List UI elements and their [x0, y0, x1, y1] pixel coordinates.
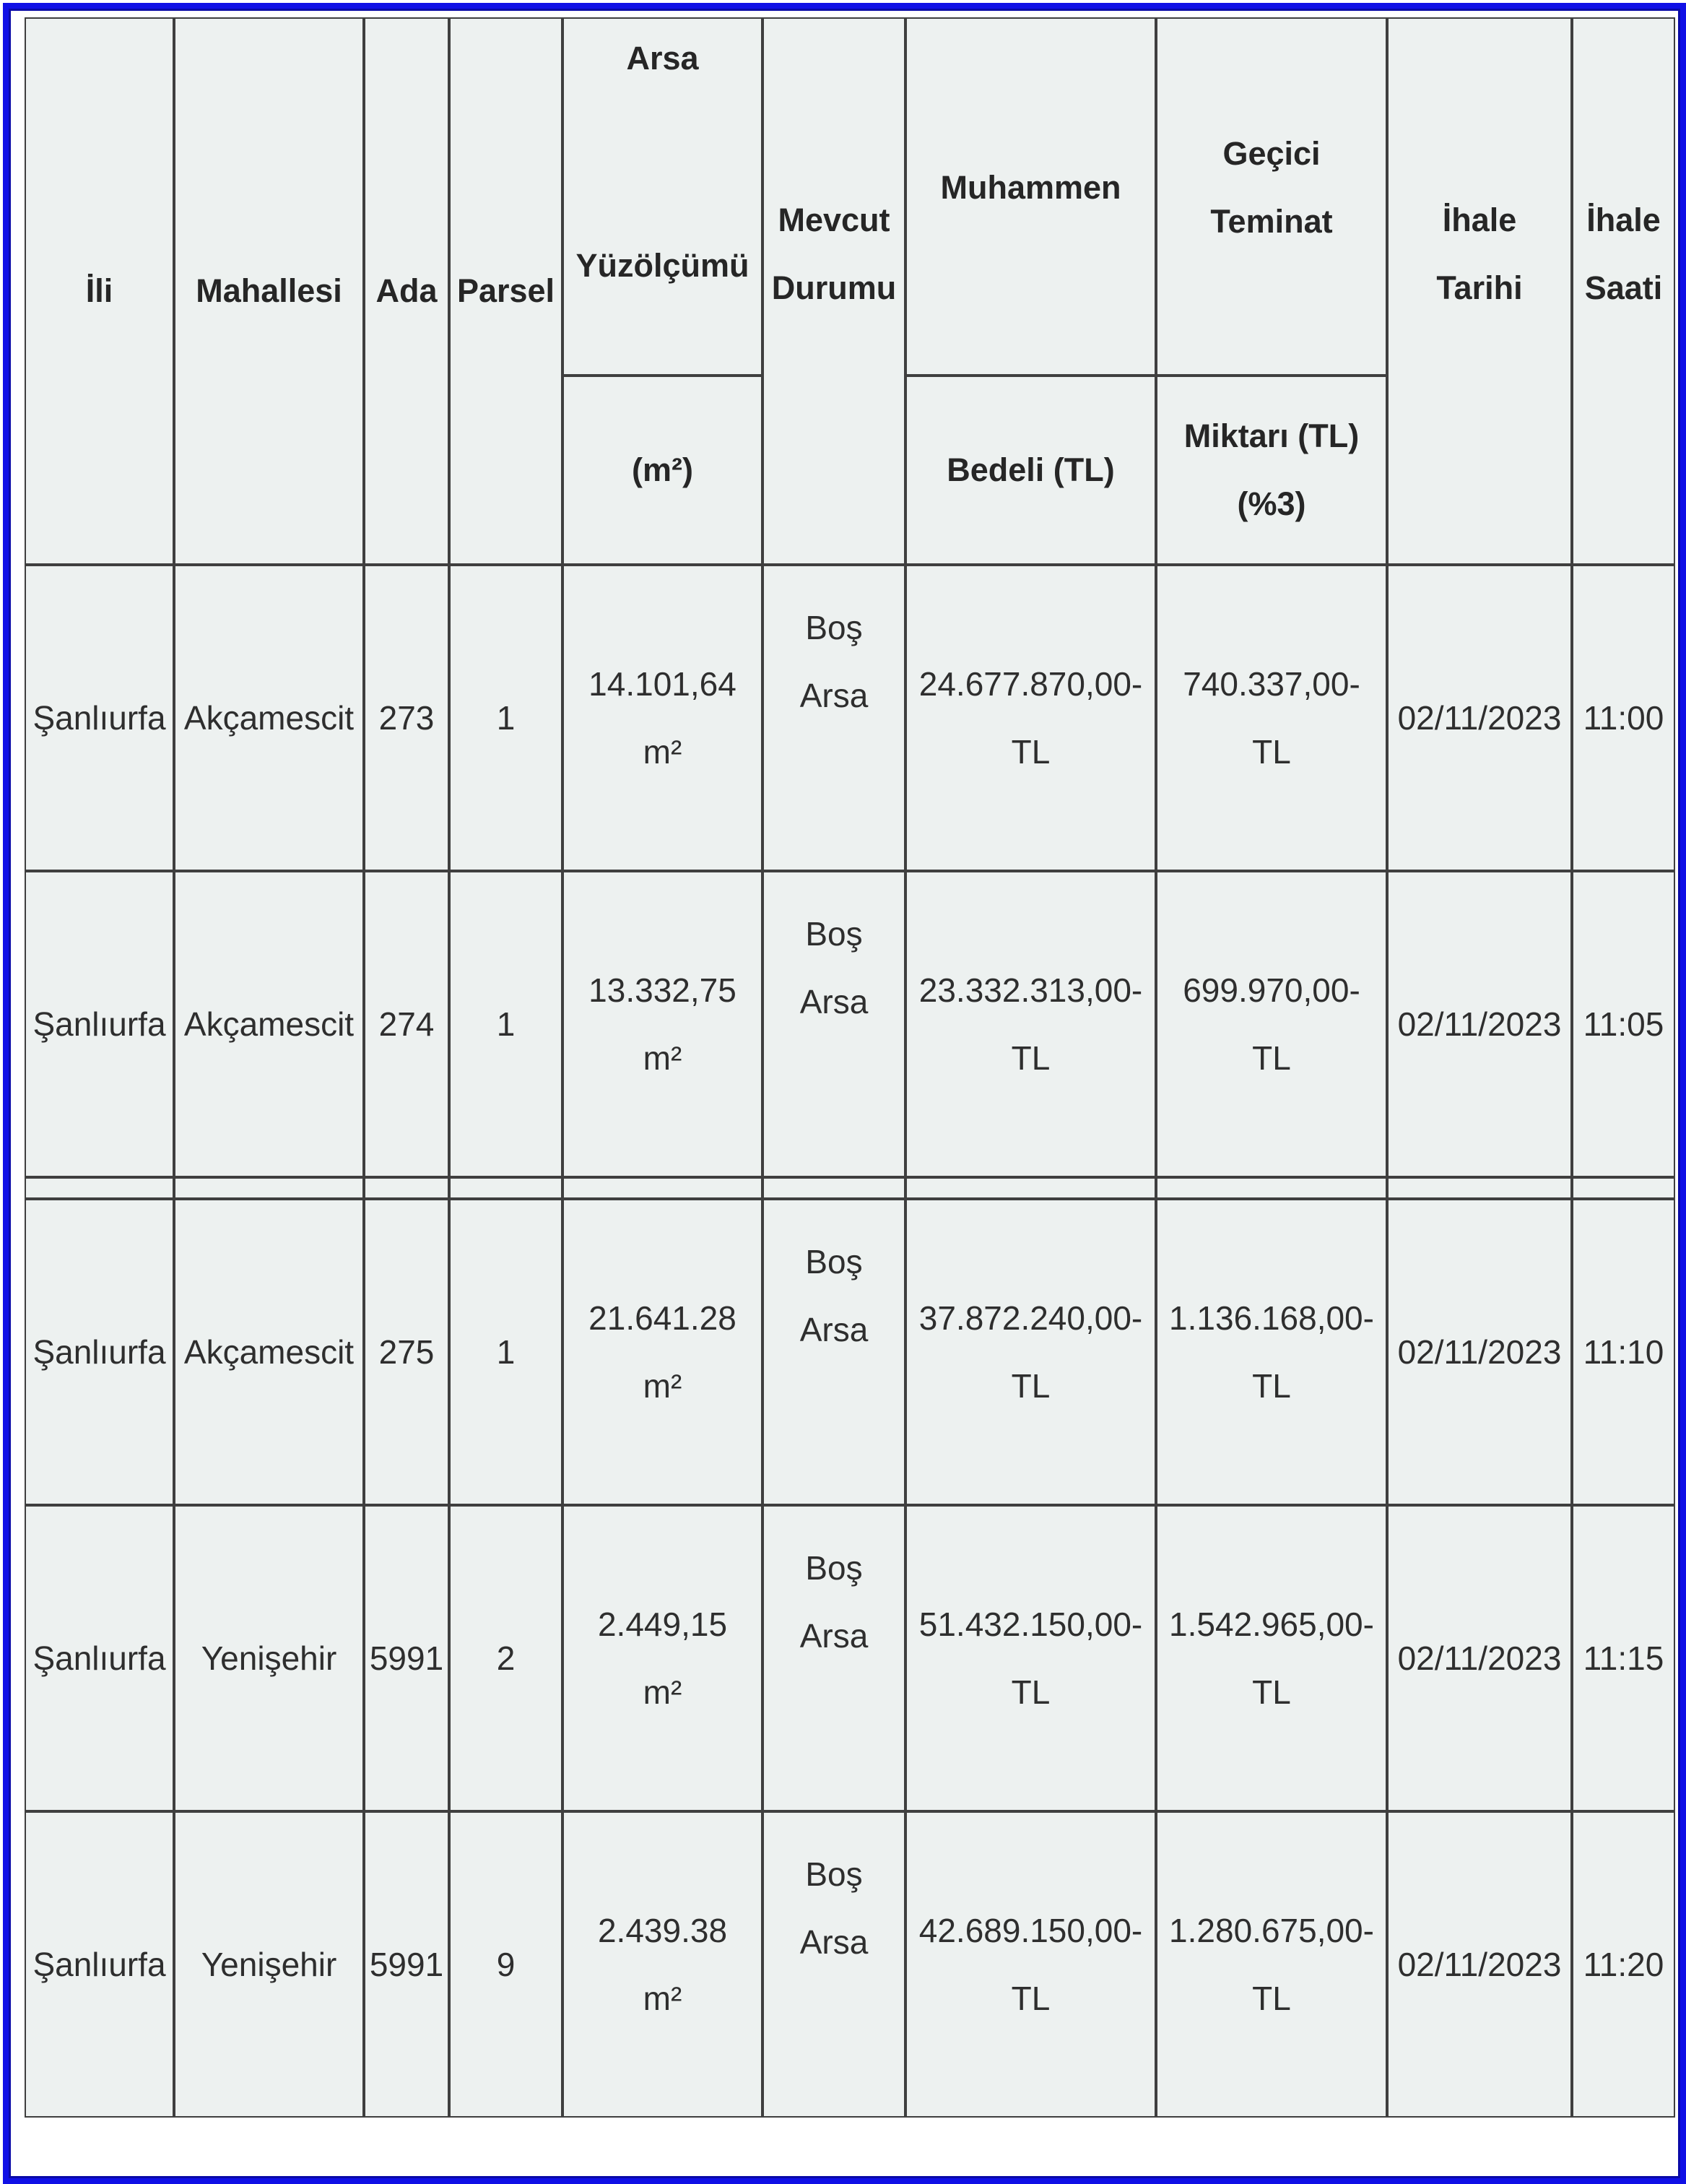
- cell-bedel-value: 37.872.240,00-: [918, 1299, 1143, 1337]
- cell-durum-line2: Arsa: [799, 1923, 869, 1961]
- table-separator-row: [25, 1177, 1675, 1199]
- cell-durum-line2: Arsa: [799, 983, 869, 1020]
- cell-tarih: 02/11/2023: [1387, 871, 1572, 1177]
- cell-parsel: 1: [449, 871, 562, 1177]
- cell-alan: [562, 1199, 762, 1505]
- cell-bedel: [905, 871, 1156, 1177]
- header-gecici-teminat: [1156, 17, 1387, 376]
- header-miktar-line2: (%3): [1237, 485, 1306, 522]
- cell-teminat: [1156, 1505, 1387, 1811]
- cell-bedel-unit: TL: [1011, 1980, 1051, 2017]
- cell-durum: [762, 1811, 905, 2118]
- cell-durum: [762, 871, 905, 1177]
- separator-cell: [1387, 1177, 1572, 1199]
- cell-durum: [762, 1505, 905, 1811]
- cell-teminat: [1156, 1199, 1387, 1505]
- table-row: [25, 1505, 1675, 1811]
- document-frame: [3, 3, 1686, 2184]
- cell-ada: 5991: [364, 1811, 449, 2118]
- header-mevcut-line2: Durumu: [771, 269, 897, 306]
- cell-teminat-value: 1.280.675,00-: [1169, 1912, 1374, 1949]
- header-teminat-miktari: [1156, 376, 1387, 565]
- header-ihale-saati-line2: Saati: [1584, 269, 1663, 306]
- cell-bedel-value: 42.689.150,00-: [918, 1912, 1143, 1949]
- cell-saat: 11:05: [1572, 871, 1675, 1177]
- cell-alan-value: 2.449,15: [597, 1606, 728, 1643]
- separator-cell: [174, 1177, 364, 1199]
- cell-bedel-unit: TL: [1011, 1367, 1051, 1405]
- cell-mahalle: Akçamescit: [174, 565, 364, 871]
- cell-mahalle: Akçamescit: [174, 871, 364, 1177]
- header-arsa-unit: (m²): [562, 376, 762, 565]
- header-mevcut-line1: Mevcut: [778, 202, 890, 238]
- cell-teminat-value: 1.136.168,00-: [1169, 1299, 1374, 1337]
- cell-teminat-value: 699.970,00-: [1183, 971, 1360, 1009]
- header-ihale-tarihi-line1: İhale: [1442, 202, 1517, 238]
- cell-saat: 11:20: [1572, 1811, 1675, 2118]
- header-muhammen-top: Muhammen: [940, 169, 1121, 206]
- cell-bedel: [905, 1199, 1156, 1505]
- cell-bedel: [905, 1505, 1156, 1811]
- cell-teminat-unit: TL: [1252, 1039, 1291, 1077]
- separator-cell: [364, 1177, 449, 1199]
- cell-alan-value: 14.101,64: [588, 665, 736, 703]
- cell-il: Şanlıurfa: [25, 1505, 174, 1811]
- header-ihale-tarihi-line2: Tarihi: [1436, 269, 1523, 306]
- table-row: [25, 1811, 1675, 2118]
- separator-cell: [449, 1177, 562, 1199]
- table-row: [25, 1199, 1675, 1505]
- cell-parsel: 1: [449, 565, 562, 871]
- header-miktar-line1: Miktarı (TL): [1183, 417, 1360, 454]
- header-arsa-yuzolcumu: [562, 17, 762, 376]
- separator-cell: [1572, 1177, 1675, 1199]
- cell-saat: 11:00: [1572, 565, 1675, 871]
- cell-alan-value: 21.641.28: [588, 1299, 736, 1337]
- cell-alan: [562, 565, 762, 871]
- cell-il: Şanlıurfa: [25, 565, 174, 871]
- cell-teminat-unit: TL: [1252, 1980, 1291, 2017]
- cell-ada: 273: [364, 565, 449, 871]
- cell-durum-line2: Arsa: [799, 1311, 869, 1348]
- cell-ada: 274: [364, 871, 449, 1177]
- separator-cell: [1156, 1177, 1387, 1199]
- header-mevcut-durumu: [762, 17, 905, 565]
- cell-bedel-value: 24.677.870,00-: [918, 665, 1143, 703]
- cell-bedel-unit: TL: [1011, 1673, 1051, 1711]
- header-parsel: Parsel: [449, 17, 562, 565]
- cell-alan-unit: m²: [643, 1673, 682, 1711]
- header-ihale-tarihi: [1387, 17, 1572, 565]
- cell-teminat-unit: TL: [1252, 733, 1291, 771]
- cell-alan-unit: m²: [643, 1980, 682, 2017]
- header-gecici-line2: Teminat: [1210, 203, 1333, 240]
- separator-cell: [562, 1177, 762, 1199]
- cell-parsel: 9: [449, 1811, 562, 2118]
- cell-durum: [762, 1199, 905, 1505]
- auction-table: [25, 17, 1675, 2118]
- header-muhammen: [905, 17, 1156, 376]
- cell-alan-value: 2.439.38: [597, 1912, 728, 1949]
- cell-saat: 11:10: [1572, 1199, 1675, 1505]
- cell-durum-line1: Boş: [805, 1549, 863, 1587]
- cell-tarih: 02/11/2023: [1387, 1505, 1572, 1811]
- cell-tarih: 02/11/2023: [1387, 1811, 1572, 2118]
- cell-teminat: [1156, 871, 1387, 1177]
- cell-ada: 275: [364, 1199, 449, 1505]
- cell-mahalle: Yenişehir: [174, 1811, 364, 2118]
- cell-durum-line2: Arsa: [799, 1617, 869, 1655]
- header-muhammen-bedeli: Bedeli (TL): [905, 376, 1156, 565]
- cell-alan-unit: m²: [643, 1367, 682, 1405]
- separator-cell: [905, 1177, 1156, 1199]
- cell-durum: [762, 565, 905, 871]
- cell-parsel: 2: [449, 1505, 562, 1811]
- cell-durum-line2: Arsa: [799, 677, 869, 714]
- cell-alan-value: 13.332,75: [588, 971, 736, 1009]
- cell-parsel: 1: [449, 1199, 562, 1505]
- cell-tarih: 02/11/2023: [1387, 565, 1572, 871]
- header-arsa-mid: Yüzölçümü: [575, 247, 749, 284]
- cell-teminat: [1156, 1811, 1387, 2118]
- cell-mahalle: Akçamescit: [174, 1199, 364, 1505]
- cell-il: Şanlıurfa: [25, 1811, 174, 2118]
- cell-il: Şanlıurfa: [25, 871, 174, 1177]
- cell-bedel: [905, 1811, 1156, 2118]
- cell-alan: [562, 1811, 762, 2118]
- header-arsa-top: Arsa: [626, 40, 699, 77]
- cell-durum-line1: Boş: [805, 1855, 863, 1893]
- header-ihale-saati-line1: İhale: [1586, 202, 1661, 238]
- cell-alan: [562, 1505, 762, 1811]
- cell-teminat-unit: TL: [1252, 1367, 1291, 1405]
- cell-teminat-unit: TL: [1252, 1673, 1291, 1711]
- cell-durum-line1: Boş: [805, 915, 863, 953]
- header-ihale-saati: [1572, 17, 1675, 565]
- header-ili: İli: [25, 17, 174, 565]
- table-row: [25, 871, 1675, 1177]
- cell-alan: [562, 871, 762, 1177]
- cell-bedel-value: 23.332.313,00-: [918, 971, 1143, 1009]
- cell-ada: 5991: [364, 1505, 449, 1811]
- cell-bedel-unit: TL: [1011, 1039, 1051, 1077]
- cell-alan-unit: m²: [643, 1039, 682, 1077]
- separator-cell: [25, 1177, 174, 1199]
- header-mahallesi: Mahallesi: [174, 17, 364, 565]
- table-row: [25, 565, 1675, 871]
- header-gecici-line1: Geçici: [1222, 135, 1321, 172]
- cell-bedel-unit: TL: [1011, 733, 1051, 771]
- header-row-1: [25, 17, 1675, 376]
- cell-teminat-value: 740.337,00-: [1183, 665, 1360, 703]
- cell-bedel: [905, 565, 1156, 871]
- cell-il: Şanlıurfa: [25, 1199, 174, 1505]
- cell-mahalle: Yenişehir: [174, 1505, 364, 1811]
- header-ada: Ada: [364, 17, 449, 565]
- cell-saat: 11:15: [1572, 1505, 1675, 1811]
- cell-tarih: 02/11/2023: [1387, 1199, 1572, 1505]
- cell-durum-line1: Boş: [805, 609, 863, 646]
- cell-alan-unit: m²: [643, 733, 682, 771]
- cell-teminat: [1156, 565, 1387, 871]
- cell-teminat-value: 1.542.965,00-: [1169, 1606, 1374, 1643]
- auction-table-body: [25, 565, 1675, 2118]
- separator-cell: [762, 1177, 905, 1199]
- cell-durum-line1: Boş: [805, 1243, 863, 1280]
- cell-bedel-value: 51.432.150,00-: [918, 1606, 1143, 1643]
